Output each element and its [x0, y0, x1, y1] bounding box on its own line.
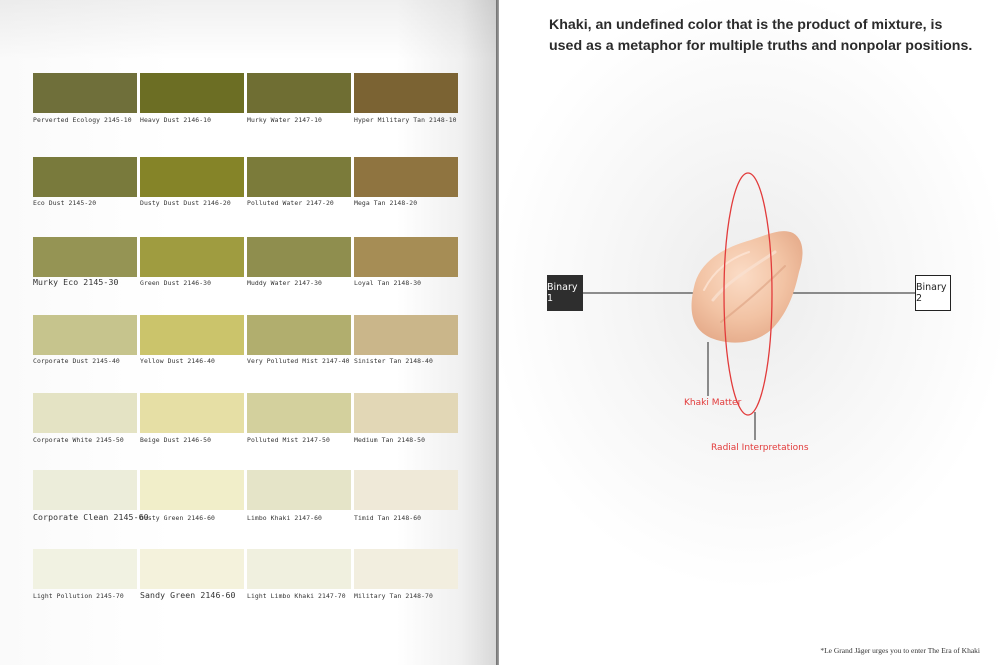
binary-2-box: Binary 2	[915, 275, 951, 311]
swatch-chip	[247, 315, 351, 355]
swatch-label: Corporate Dust 2145-40	[33, 357, 120, 365]
radial-interpretations-label: Radial Interpretations	[711, 443, 809, 453]
swatch-chip	[354, 73, 458, 113]
swatch-label: Sandy Green 2146-60	[140, 590, 236, 600]
swatch-label: Eco Dust 2145-20	[33, 199, 97, 207]
swatch-label: Beige Dust 2146-50	[140, 436, 212, 444]
swatch-label: Corporate Clean 2145-60	[33, 512, 149, 522]
swatch-chip	[140, 470, 244, 510]
swatch-chip	[247, 73, 351, 113]
swatch-label: Corporate White 2145-50	[33, 436, 124, 444]
swatch-chip	[354, 393, 458, 433]
swatch-chip	[140, 73, 244, 113]
swatch-chip	[140, 549, 244, 589]
swatch-label: Polluted Water 2147-20	[247, 199, 334, 207]
swatch-chip	[33, 549, 137, 589]
swatch-chip	[247, 237, 351, 277]
swatch-chip	[33, 315, 137, 355]
swatch-label: Timid Tan 2148-60	[354, 514, 422, 522]
swatch-chip	[354, 237, 458, 277]
swatch-chip	[247, 393, 351, 433]
swatch-chip	[354, 157, 458, 197]
swatch-label: Loyal Tan 2148-30	[354, 279, 422, 287]
swatch-chip	[354, 315, 458, 355]
swatch-label: Green Dust 2146-30	[140, 279, 212, 287]
swatch-chip	[247, 549, 351, 589]
swatch-label: Yellow Dust 2146-40	[140, 357, 216, 365]
khaki-blob	[692, 231, 803, 342]
swatch-label: Muddy Water 2147-30	[247, 279, 323, 287]
headline: Khaki, an undefined color that is the product of mixture, is used as a metaphor for multiple truths and nonpolar positions.	[549, 17, 973, 54]
swatch-chip	[140, 315, 244, 355]
swatch-chip	[354, 470, 458, 510]
swatch-label: Dusty Dust Dust 2146-20	[140, 199, 231, 207]
swatch-chip	[33, 73, 137, 113]
swatch-chip	[33, 393, 137, 433]
swatch-label: Limbo Khaki 2147-60	[247, 514, 323, 522]
swatch-label: Heavy Dust 2146-10	[140, 116, 212, 124]
swatch-chip	[247, 470, 351, 510]
swatch-chip	[140, 157, 244, 197]
swatch-label: Polluted Mist 2147-50	[247, 436, 330, 444]
footer-note: *Le Grand Jäger urges you to enter The Era of Khaki	[820, 646, 980, 655]
khaki-matter-label: Khaki Matter	[684, 398, 742, 408]
swatch-label: Sinister Tan 2148-40	[354, 357, 433, 365]
swatch-chip	[140, 393, 244, 433]
binary-1-box: Binary 1	[547, 275, 583, 311]
swatch-label: Mega Tan 2148-20	[354, 199, 418, 207]
swatch-chip	[354, 549, 458, 589]
khaki-diagram	[499, 0, 1000, 665]
swatch-chip	[33, 470, 137, 510]
swatch-label: Very Polluted Mist 2147-40	[247, 357, 350, 365]
swatch-label: Murky Water 2147-10	[247, 116, 323, 124]
swatch-label: Military Tan 2148-70	[354, 592, 433, 600]
swatch-label: Perverted Ecology 2145-10	[33, 116, 132, 124]
swatch-chip	[33, 237, 137, 277]
swatch-label: Light Pollution 2145-70	[33, 592, 124, 600]
swatch-chip	[140, 237, 244, 277]
swatch-label: Medium Tan 2148-50	[354, 436, 426, 444]
swatch-label: Murky Eco 2145-30	[33, 277, 119, 287]
swatch-chip	[247, 157, 351, 197]
swatch-chip	[33, 157, 137, 197]
color-swatch-grid	[0, 0, 496, 665]
swatch-label: Dusty Green 2146-60	[140, 514, 216, 522]
swatch-label: Light Limbo Khaki 2147-70	[247, 592, 346, 600]
swatch-label: Hyper Military Tan 2148-10	[354, 116, 457, 124]
